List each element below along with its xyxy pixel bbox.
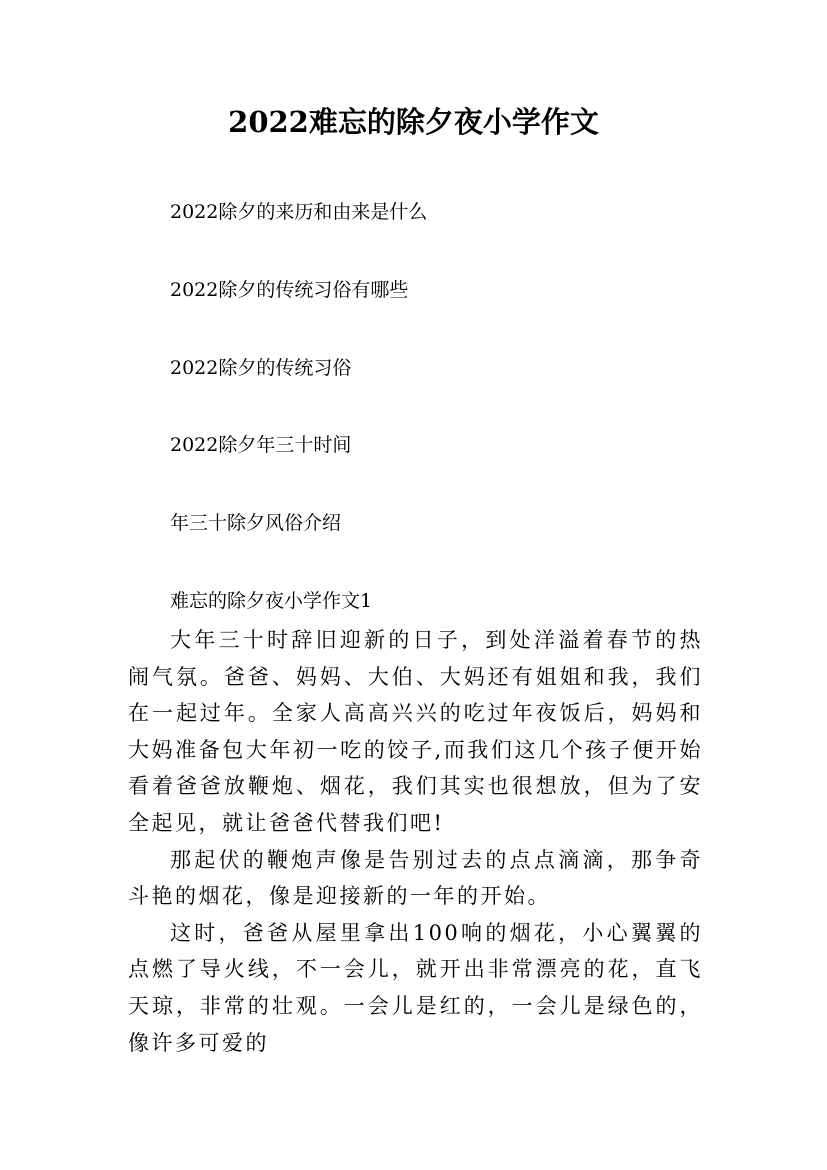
essay-body xyxy=(128,622,703,1061)
toc-item: 年三十除夕风俗介绍 xyxy=(170,512,342,534)
section-heading: 难忘的除夕夜小学作文1 xyxy=(170,590,373,612)
paragraph: 大年三十时辞旧迎新的日子，到处洋溢着春节的热闹气氛。爸爸、妈妈、大伯、大妈还有姐姐和我，我们在一起过年。全家人高高兴兴的吃过年夜饭后，妈妈和大妈准备包大年初一吃的饺子,而我们这几个孩子便开始看着爸爸放鞭炮、烟花，我们其实也很想放，但为了安全起见，就让爸爸代替我们吧! xyxy=(128,628,703,835)
paragraph: 那起伏的鞭炮声像是告别过去的点点滴滴，那争奇斗艳的烟花，像是迎接新的一年的开始。 xyxy=(128,847,703,909)
toc-item: 2022除夕的传统习俗有哪些 xyxy=(170,279,409,301)
paragraph: 这时，爸爸从屋里拿出100响的烟花，小心翼翼的点燃了导火线，不一会儿，就开出非常漂亮的花，直飞天琼，非常的壮观。一会儿是红的，一会儿是绿色的，像许多可爱的 xyxy=(128,920,703,1055)
toc-item: 2022除夕的来历和由来是什么 xyxy=(170,201,428,223)
document-title: 2022难忘的除夕夜小学作文 xyxy=(228,105,599,139)
toc-item: 2022除夕的传统习俗 xyxy=(170,357,352,379)
toc-item: 2022除夕年三十时间 xyxy=(170,434,352,456)
